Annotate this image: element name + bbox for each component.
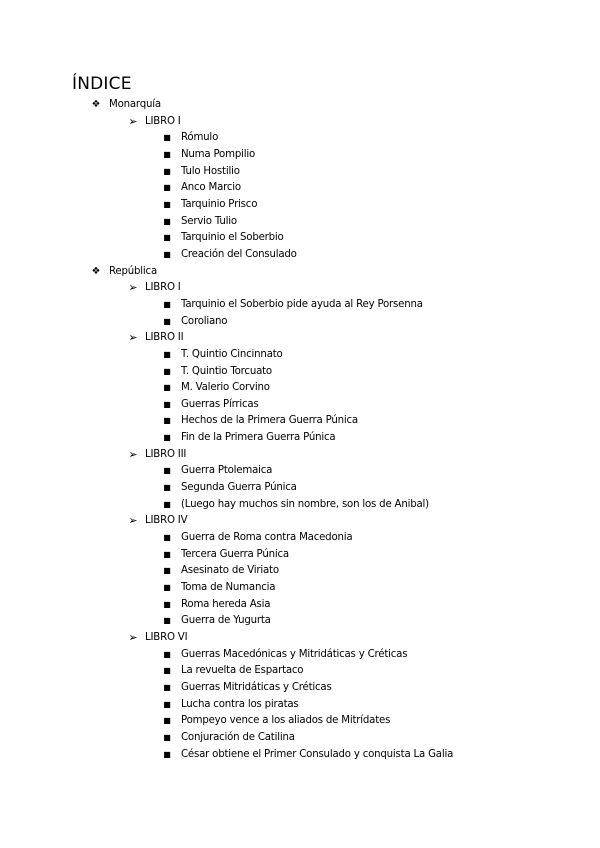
toc-chapter-item: [0, 463, 600, 480]
toc-chapter-label: Tercera Guerra Púnica: [181, 548, 289, 560]
toc-chapter-item: [0, 697, 600, 714]
toc-chapter-label: Rómulo: [181, 132, 219, 144]
toc-chapter-item: [0, 680, 600, 697]
list-bullet-icon: ■: [163, 666, 171, 676]
toc-chapter-item: [0, 647, 600, 664]
toc-chapter-item: [0, 180, 600, 197]
toc-chapter-label: Tarquinio el Soberbio: [181, 232, 284, 244]
toc-chapter-label: César obtiene el Primer Consulado y conquista La Galia: [181, 748, 454, 760]
toc-chapter-item: [0, 130, 600, 147]
toc-chapter-label: Guerra de Roma contra Macedonia: [181, 532, 353, 544]
toc-chapter-item: [0, 663, 600, 680]
toc-chapter-label: T. Quintio Torcuato: [181, 365, 272, 377]
toc-book-item: [0, 330, 600, 347]
list-bullet-icon: ■: [163, 399, 171, 409]
list-bullet-icon: ➢: [128, 331, 138, 345]
toc-chapter-item: [0, 164, 600, 181]
toc-chapter-item: [0, 563, 600, 580]
toc-chapter-item: [0, 230, 600, 247]
toc-chapter-item: [0, 547, 600, 564]
toc-chapter-label: Guerras Mitridáticas y Créticas: [181, 681, 332, 693]
toc-chapter-label: Hechos de la Primera Guerra Púnica: [181, 415, 358, 427]
list-bullet-icon: ■: [163, 549, 171, 559]
list-bullet-icon: ■: [163, 599, 171, 609]
list-bullet-icon: ■: [163, 299, 171, 309]
toc-chapter-item: [0, 597, 600, 614]
toc-chapter-label: Segunda Guerra Púnica: [181, 482, 297, 494]
toc-chapter-item: [0, 214, 600, 231]
toc-book-label: LIBRO I: [145, 282, 181, 294]
list-bullet-icon: ■: [163, 483, 171, 493]
toc-chapter-label: Lucha contra los piratas: [181, 698, 299, 710]
toc-chapter-item: [0, 730, 600, 747]
toc-chapter-label: Asesinato de Viriato: [181, 565, 279, 577]
toc-chapter-item: [0, 480, 600, 497]
toc-chapter-label: T. Quintio Cincinnato: [181, 348, 283, 360]
list-bullet-icon: ■: [163, 533, 171, 543]
list-bullet-icon: ■: [163, 466, 171, 476]
toc-chapter-item: [0, 580, 600, 597]
toc-chapter-label: Coroliano: [181, 315, 228, 327]
toc-book-item: [0, 114, 600, 131]
list-bullet-icon: ■: [163, 349, 171, 359]
list-bullet-icon: ■: [163, 133, 171, 143]
toc-chapter-label: Tarquinio el Soberbio pide ayuda al Rey Porsenna: [181, 298, 423, 310]
list-bullet-icon: ■: [163, 366, 171, 376]
toc-chapter-item: [0, 397, 600, 414]
toc-chapter-label: Guerras Macedónicas y Mitridáticas y Créticas: [181, 648, 408, 660]
list-bullet-icon: ■: [163, 316, 171, 326]
toc-chapter-item: [0, 364, 600, 381]
toc-chapter-item: [0, 713, 600, 730]
list-bullet-icon: ■: [163, 183, 171, 193]
toc-chapter-item: [0, 197, 600, 214]
toc-chapter-label: Conjuración de Catilina: [181, 731, 295, 743]
toc-book-item: [0, 513, 600, 530]
toc-chapter-item: [0, 297, 600, 314]
table-of-contents: [0, 97, 600, 763]
toc-chapter-label: La revuelta de Espartaco: [181, 665, 304, 677]
list-bullet-icon: ■: [163, 732, 171, 742]
toc-book-label: LIBRO I: [145, 115, 181, 127]
toc-chapter-label: Guerras Pírricas: [181, 398, 259, 410]
list-bullet-icon: ■: [163, 433, 171, 443]
list-bullet-icon: ■: [163, 682, 171, 692]
toc-chapter-label: Tulo Hostilio: [181, 165, 240, 177]
toc-chapter-item: [0, 413, 600, 430]
list-bullet-icon: ■: [163, 216, 171, 226]
list-bullet-icon: ■: [163, 749, 171, 759]
toc-section-item: [0, 264, 600, 281]
toc-chapter-label: Guerra Ptolemaica: [181, 465, 273, 477]
list-bullet-icon: ■: [163, 566, 171, 576]
toc-chapter-item: [0, 247, 600, 264]
toc-section-item: [0, 97, 600, 114]
toc-chapter-label: Pompeyo vence a los aliados de Mitrídates: [181, 715, 391, 727]
list-bullet-icon: ■: [163, 149, 171, 159]
toc-chapter-item: [0, 497, 600, 514]
list-bullet-icon: ■: [163, 416, 171, 426]
toc-chapter-item: [0, 747, 600, 764]
list-bullet-icon: ■: [163, 699, 171, 709]
toc-chapter-label: M. Valerio Corvino: [181, 382, 270, 394]
toc-chapter-label: Toma de Numancia: [181, 582, 276, 594]
toc-chapter-label: (Luego hay muchos sin nombre, son los de Anibal): [181, 498, 429, 510]
list-bullet-icon: ❖: [91, 99, 101, 110]
toc-book-item: [0, 447, 600, 464]
list-bullet-icon: ■: [163, 199, 171, 209]
toc-chapter-item: [0, 147, 600, 164]
list-bullet-icon: ➢: [128, 281, 138, 295]
toc-chapter-item: [0, 530, 600, 547]
toc-chapter-label: Numa Pompilio: [181, 148, 256, 160]
list-bullet-icon: ■: [163, 233, 171, 243]
toc-chapter-label: Creación del Consulado: [181, 248, 297, 260]
list-bullet-icon: ■: [163, 583, 171, 593]
list-bullet-icon: ■: [163, 616, 171, 626]
list-bullet-icon: ➢: [128, 114, 138, 128]
toc-book-label: LIBRO VI: [145, 632, 188, 643]
toc-chapter-label: Fin de la Primera Guerra Púnica: [181, 432, 336, 444]
list-bullet-icon: ➢: [128, 447, 138, 461]
toc-chapter-label: Tarquinio Prisco: [181, 198, 258, 210]
list-bullet-icon: ■: [163, 649, 171, 659]
toc-book-label: LIBRO IV: [145, 515, 188, 527]
toc-chapter-label: Roma hereda Asia: [181, 598, 271, 610]
page-title: ÍNDICE: [72, 74, 132, 94]
toc-chapter-item: [0, 613, 600, 630]
list-bullet-icon: ➢: [128, 514, 138, 528]
toc-chapter-item: [0, 314, 600, 331]
list-bullet-icon: ■: [163, 383, 171, 393]
toc-book-item: [0, 280, 600, 297]
list-bullet-icon: ■: [163, 166, 171, 176]
toc-book-label: LIBRO II: [145, 332, 184, 344]
list-bullet-icon: ■: [163, 716, 171, 726]
list-bullet-icon: ❖: [91, 265, 101, 277]
toc-chapter-item: [0, 380, 600, 397]
toc-chapter-item: [0, 430, 600, 447]
list-bullet-icon: ■: [163, 249, 171, 259]
list-bullet-icon: ➢: [128, 631, 138, 644]
toc-section-label: República: [109, 265, 157, 277]
toc-chapter-label: Anco Marcio: [181, 182, 241, 194]
toc-book-item: [0, 630, 600, 647]
list-bullet-icon: ■: [163, 499, 171, 509]
toc-section-label: Monarquía: [109, 99, 161, 110]
toc-chapter-label: Guerra de Yugurta: [181, 615, 271, 627]
toc-book-label: LIBRO III: [145, 448, 187, 460]
toc-chapter-label: Servio Tulio: [181, 215, 237, 227]
toc-chapter-item: [0, 347, 600, 364]
